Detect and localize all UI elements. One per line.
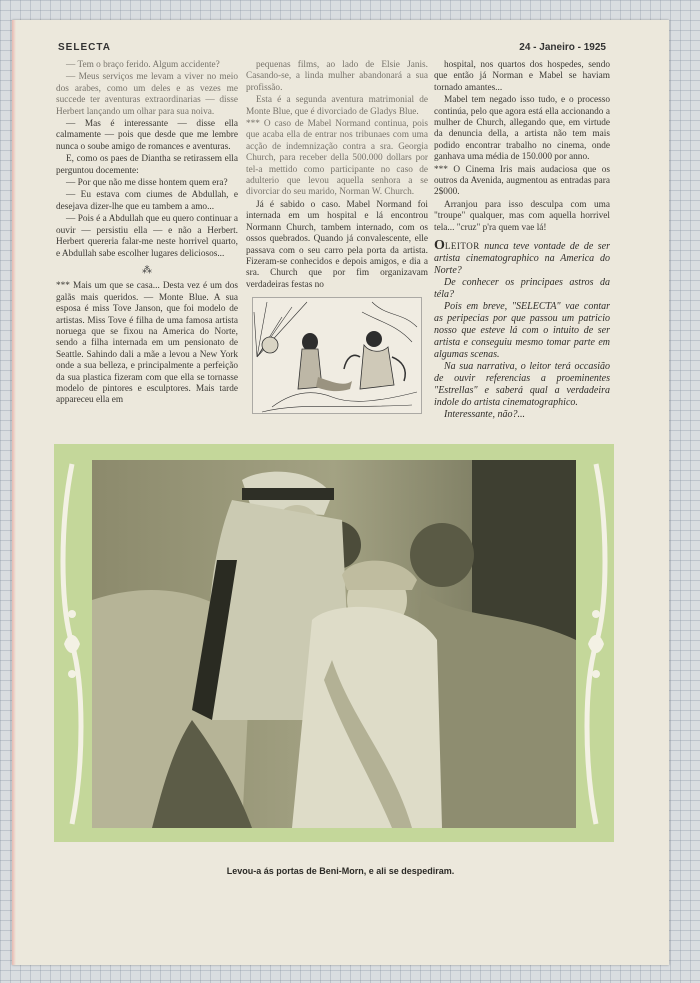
- lead-text: nunca teve vontade de de ser artista cinematographico na America do Norte?: [434, 241, 610, 277]
- left-frame-ornament: [54, 444, 90, 842]
- issue-date: 24 - Janeiro - 1925: [519, 42, 606, 53]
- paragraph: Já é sabido o caso. Mabel Normand foi internada em um hospital e lá encontrou Normann Church, tambem internado, com os ossos quebrados. Quando já convalescente, elle passava com o seu carro pela porta da artista. Fizeram-se conhecidos e depois amigos, e dia a sra. Church que por fim organizavam verdadeiras festas no: [246, 199, 428, 290]
- paragraph: — Por que não me disse hontem quem era?: [66, 178, 228, 189]
- paragraph: *** Mais um que se casa... Desta vez é um dos galãs mais queridos. — Monte Blue. A sua esposa é miss Tove Janson, que foi modelo de artistas. Miss Tove é filha de uma famosa artista noruega que se fixou na America do Norte, sendo a filha internada em um pensionato de Seattle. Sahindo dali a mãe a levou a New York onde a sua belleza, e principalmente a perfeição da sua plastica fizeram com que ella se tornasse modelo de pintores e esculptores. Mais tarde appareceu ella em: [56, 281, 238, 406]
- paragraph: E, como os paes de Diantha se retirassem ella perguntou docemente:: [56, 154, 238, 176]
- section-ornament: ⁂: [142, 264, 152, 276]
- paragraph: — Mas é interessante — disse ella calmamente — pois que desde que me lembre nunca o soube amigo de romances e aventuras.: [56, 119, 238, 152]
- faded-text-block: [56, 60, 238, 118]
- promo-line: Pois em breve, "SELECTA" vae contar as peripecias por que passou um patricio nosso que esteve lá com o intuito de ser artista e conseguiu mesmo tomar parte em algumas scenas.: [434, 301, 610, 361]
- paragraph: — Tem o braço ferido. Algum accidente?: [66, 60, 220, 70]
- faded-text-block: [246, 60, 428, 199]
- text-column-3: [434, 60, 610, 458]
- paragraph: hospital, nos quartos dos hospedes, sendo que então já Norman e Mabel se haviam tornado amantes...: [434, 60, 610, 93]
- paragraph: Arranjou para isso desculpa com uma "troupe" qualquer, mas com aquella horrivel tela... "cruz" p'ra quem vae lá!: [434, 199, 610, 233]
- promo-line: Na sua narrativa, o leitor terá occasião de ouvir referencias a proeminentes "Estrellas" e saberá qual a verdadeira indole do artista cinematographico.: [434, 361, 610, 409]
- promo-line: Interessante, não?...: [444, 409, 526, 421]
- paragraph: *** O Cinema Iris mais audaciosa que os outros da Avenida, augmentou as entradas para 2$000.: [434, 164, 610, 198]
- paragraph: — Pois é a Abdullah que eu quero continuar a ouvir — persistiu ella — e não a Herbert. Herbert quereria falar-me neste horrivel quarto, e Abdullah sabe escolher lugares deliciosos...: [56, 214, 238, 259]
- paragraph: — Eu estava com ciumes de Abdullah, e desejava dizer-lhe que eu tambem a amo...: [56, 190, 238, 212]
- page-header: [58, 42, 606, 56]
- paragraph: Esta é a segunda aventura matrimonial de Monte Blue, que é divorciado de Gladys Blue.: [246, 95, 428, 117]
- paragraph: Mabel tem negado isso tudo, e o processo continúa, pelo que agora está ella accionando a mulher de Church, allegando que, em virtude da denuncia della, a artista não tem mais podido encontrar trabalho no cinema, onde ganhava uma média de 150.000 por anno.: [434, 95, 610, 163]
- text-column-2: [246, 60, 428, 458]
- engraving-illustration: [252, 297, 422, 414]
- right-frame-ornament: [578, 444, 614, 842]
- magazine-page: [12, 20, 669, 965]
- magazine-title: SELECTA: [58, 42, 111, 53]
- photo-frame: [54, 444, 614, 842]
- promo-line: De conhecer os principaes astros da téla?: [434, 277, 610, 301]
- promo-lead: [434, 240, 610, 277]
- photo-caption: Levou-a ás portas de Beni-Morn, e ali se despediram.: [226, 866, 455, 876]
- lead-small-caps: LEITOR: [444, 241, 480, 252]
- film-still-photo: [92, 460, 576, 828]
- paragraph: pequenas films, ao lado de Elsie Janis. Casando-se, a linda mulher abandonará a sua profissão.: [246, 60, 428, 93]
- text-column-1: [56, 60, 238, 458]
- promo-announcement: [434, 240, 610, 421]
- drop-cap: O: [434, 238, 445, 254]
- paragraph: *** O caso de Mabel Normand continua, pois que acaba ella de entrar nos tribunaes com uma acção de indemnização contra a sra. Georgia Church, para receber della 500.000 dollars por tel-a mettido como participante no caso de adulterio que levou aquella senhora a se divorciar do seu marido, Norman W. Church.: [246, 119, 428, 198]
- paragraph: — Meus serviços me levam a viver no meio dos arabes, como um deles e as vezes me succede ter aventuras extraordinarias — disse Herbert lançando um olhar para sua noiva.: [56, 72, 238, 117]
